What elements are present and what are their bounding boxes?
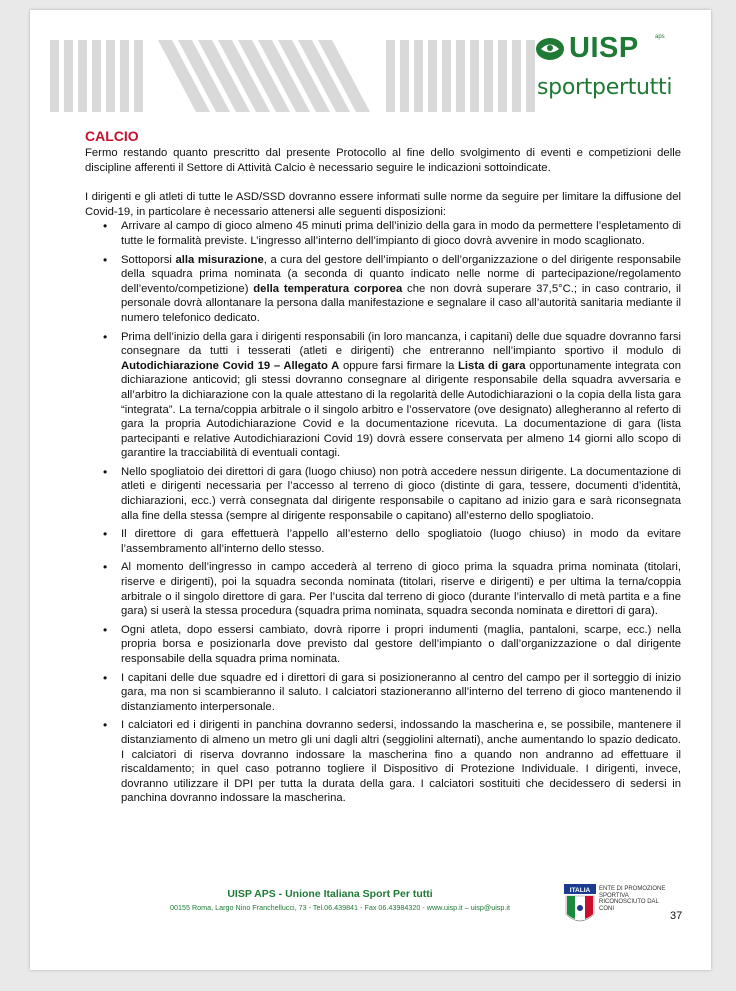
list-item: • Al momento dell’ingresso in campo accederà al terreno di gioco prima la squadra prima nominata (titolari, riserve e dirigenti), poi la squadra seconda nominata (titolari, riserve e dirigenti) e per ultima la terna/coppia arbitrale o il singolo direttore di gara. Per l’uscita dal terreno di gioco (durante l’intervallo di metà partita e a fine gara) si userà la stessa procedura (squadra prima nominata, squadra seconda nominata e direttori di gara).	[121, 560, 681, 618]
uisp-logo	[535, 32, 685, 122]
list-item: • I capitani delle due squadre ed i direttori di gara si posizioneranno al centro del campo per il sorteggio di inizio gara, ma non si scambieranno il saluto. I calciatori stazioneranno all’interno del terreno di gioco mantenendo il distanziamento interpersonale.	[121, 671, 681, 715]
logo-aps-text: aps	[655, 34, 665, 40]
header-stripes-decoration	[50, 32, 550, 122]
section-title: CALCIO	[85, 128, 139, 144]
list-item: • Arrivare al campo di gioco almeno 45 minuti prima dell’inizio della gara in modo da permettere l’espletamento di tutte le formalità previste. L’ingresso all’interno dell’impianto di gioco dovrà avvenire in modo scaglionato.	[121, 219, 681, 248]
rules-list	[85, 219, 681, 806]
document-body	[85, 128, 681, 810]
list-item: • Ogni atleta, dopo essersi cambiato, dovrà riporre i propri indumenti (maglia, pantaloni, scarpe, ecc.) nella propria borsa e posizionarla dove previsto dal gestore dell’impianto o dall’organizzazione o dal dirigente responsabile della squadra prima nominata.	[121, 623, 681, 667]
list-item: • Il direttore di gara effettuerà l’appello all’esterno dello spogliatoio (luogo chiuso) in modo da evitare l’assembramento all’interno dello stesso.	[121, 527, 681, 556]
document-page	[30, 10, 711, 970]
list-item: • Prima dell’inizio della gara i dirigenti responsabili (in loro mancanza, i capitani) delle due squadre dovranno farsi consegnare da tutti i tesserati (atleti e dirigenti) che entreranno nell’impianto sportivo il modulo di Autodichiarazione Covid 19 – Allegato A oppure farsi firmare la Lista di gara opportunamente integrata con dichiarazione anticovid; gli stessi dovranno consegnare al dirigente responsabile della squadra avversaria e all’arbitro la dichiarazione con la quale attestano di la regolarità delle Autodichiarazioni o la copia della lista gara “integrata”. La terna/coppia arbitrale o il singolo arbitro e l’osservatore (ove designato) allegheranno al referto di gara la propria Autodichiarazione Covid e la documentazione ricevuta. La documentazione di gara (lista partecipanti e relative Autodichiarazioni Covid 19) dovrà essere conservata per almeno 14 giorni allo scopo di garantire la tracciabilità di eventuali contagi.	[121, 330, 681, 461]
page-number: 37	[670, 910, 683, 922]
list-item: • Sottoporsi alla misurazione, a cura del gestore dell’impianto o dell’organizzazione o del dirigente responsabile della squadra prima nominata (a seconda di quanto indicato nelle norme di partecipazione/regolamento dell’evento/competizione) della temperatura corporea che non dovrà superare 37,5°C.; in caso contrario, il personale dovrà allontanare la persona dalla manifestazione e segnalare il caso all’autorità sanitaria mediante il numero telefonico dedicato.	[121, 253, 681, 326]
logo-uisp-text: UISP	[569, 32, 639, 64]
footer-address: 00155 Roma, Largo Nino Franchellucci, 73 - Tel.06.439841 - Fax 06.43984320 - www.uisp.it – uisp@uisp.it	[170, 903, 510, 912]
list-item: • Nello spogliatoio dei direttori di gara (luogo chiuso) non potrà accedere nessun dirigente. La documentazione di atleti e dirigenti necessaria per l’accesso al terreno di gioco (distinte di gara, tessere, documenti d’identità, dichiarazioni, ecc.) verrà consegnata dal dirigente responsabile o capitano ad inizio gara e sarà riconsegnata alla fine della stessa (sempre al dirigente responsabile o capitano) all’esterno dello spogliatoio.	[121, 465, 681, 523]
uisp-emblem-icon	[535, 36, 565, 62]
intro-paragraph: Fermo restando quanto prescritto dal presente Protocollo al fine dello svolgimento di eventi e competizioni delle discipline afferenti il Settore di Attività Calcio è necessario seguire le indicazioni sottoindicate.	[85, 147, 681, 174]
logo-tagline: sportpertutti	[537, 75, 673, 100]
coni-description: ENTE DI PROMOZIONE SPORTIVA RICONOSCIUTO DAL CONI	[599, 886, 666, 912]
coni-italia-logo	[564, 884, 596, 928]
footer-org: UISP APS - Unione Italiana Sport Per tutti	[227, 888, 433, 900]
coni-label: ITALIA	[569, 887, 591, 894]
instructions-paragraph: I dirigenti e gli atleti di tutte le ASD/SSD dovranno essere informati sulle norme da seguire per limitare la diffusione del Covid-19, in particolare è necessario attenersi alle seguenti disposizioni:	[85, 191, 681, 218]
list-item: • I calciatori ed i dirigenti in panchina dovranno sedersi, indossando la mascherina e, se possibile, mantenere il distanziamento di almeno un metro gli uni dagli altri (seggiolini alternati), anche aumentando lo spazio dedicato. I calciatori di riserva dovranno indossare la mascherina fino a quando non andranno ad effettuare il riscaldamento; in quel caso potranno togliere il Dispositivo di Protezione Individuale. I dirigenti, invece, dovranno utilizzare il DPI per tutta la durata della gara. I calciatori sostituiti che decidessero di sedersi in panchina dovranno indossare la mascherina.	[121, 718, 681, 806]
